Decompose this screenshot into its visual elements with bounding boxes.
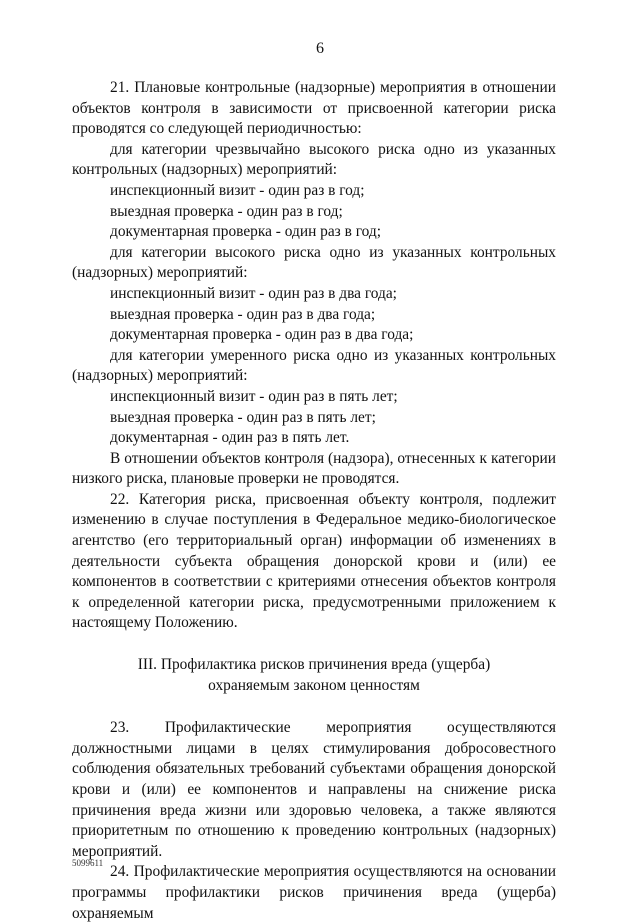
paragraph-low-risk: В отношении объектов контроля (надзора), отнесенных к категории низкого риска, плановые проверки не проводятся. bbox=[72, 449, 556, 488]
list-item: выездная проверка - один раз в два года; bbox=[110, 305, 376, 323]
list-item: выездная проверка - один раз в год; bbox=[110, 202, 343, 220]
list-item: инспекционный визит - один раз в два года; bbox=[110, 284, 397, 302]
section-heading-line-2: охраняемым законом ценностям bbox=[208, 676, 420, 694]
list-item: инспекционный визит - один раз в пять лет; bbox=[110, 387, 398, 405]
paragraph-22: 22. Категория риска, присвоенная объекту контроля, подлежит изменению в случае поступления в Федеральное медико-биологическое агентство (его территориальный орган) информации об изменениях в деятельности субъекта обращения донорской крови и (или) ее компонентов в соответствии с критериями отнесения объектов контроля к определенной категории риска, предусмотренными приложением к настоящему Положению. bbox=[72, 490, 556, 632]
page-number: 6 bbox=[316, 40, 324, 57]
paragraph-extreme-risk: для категории чрезвычайно высокого риска одно из указанных контрольных (надзорных) мероприятий: bbox=[72, 140, 556, 179]
paragraph-moderate-risk: для категории умеренного риска одно из указанных контрольных (надзорных) мероприятий: bbox=[72, 346, 556, 385]
document-code: 5099611 bbox=[72, 858, 104, 868]
list-item: документарная проверка - один раз в год; bbox=[110, 223, 382, 241]
paragraph-23: 23. Профилактические мероприятия осуществляются должностными лицами в целях стимулирования добросовестного соблюдения обязательных требований субъектами обращения донорской крови и (или) ее компонентов и направлены на снижение риска причинения вреда жизни или здоровью человека, а также являются приоритетным по отношению к проведению контрольных (надзорных) мероприятий. bbox=[72, 719, 556, 860]
list-item: документарная проверка - один раз в два года; bbox=[110, 326, 414, 344]
section-heading-line-1: III. Профилактика рисков причинения вреда (ущерба) bbox=[137, 656, 491, 674]
paragraph-24: 24. Профилактические мероприятия осуществляются на основании программы профилактики рисков причинения вреда (ущерба) охраняемым bbox=[72, 863, 556, 922]
document-body bbox=[72, 78, 556, 924]
list-item: документарная - один раз в пять лет. bbox=[110, 429, 350, 447]
list-item: выездная проверка - один раз в пять лет; bbox=[110, 408, 376, 426]
paragraph-high-risk: для категории высокого риска одно из указанных контрольных (надзорных) мероприятий: bbox=[72, 243, 556, 282]
list-item: инспекционный визит - один раз в год; bbox=[110, 181, 365, 199]
paragraph-21: 21. Плановые контрольные (надзорные) мероприятия в отношении объектов контроля в зависимости от присвоенной категории риска проводятся со следующей периодичностью: bbox=[72, 79, 556, 138]
section-heading bbox=[72, 655, 556, 696]
